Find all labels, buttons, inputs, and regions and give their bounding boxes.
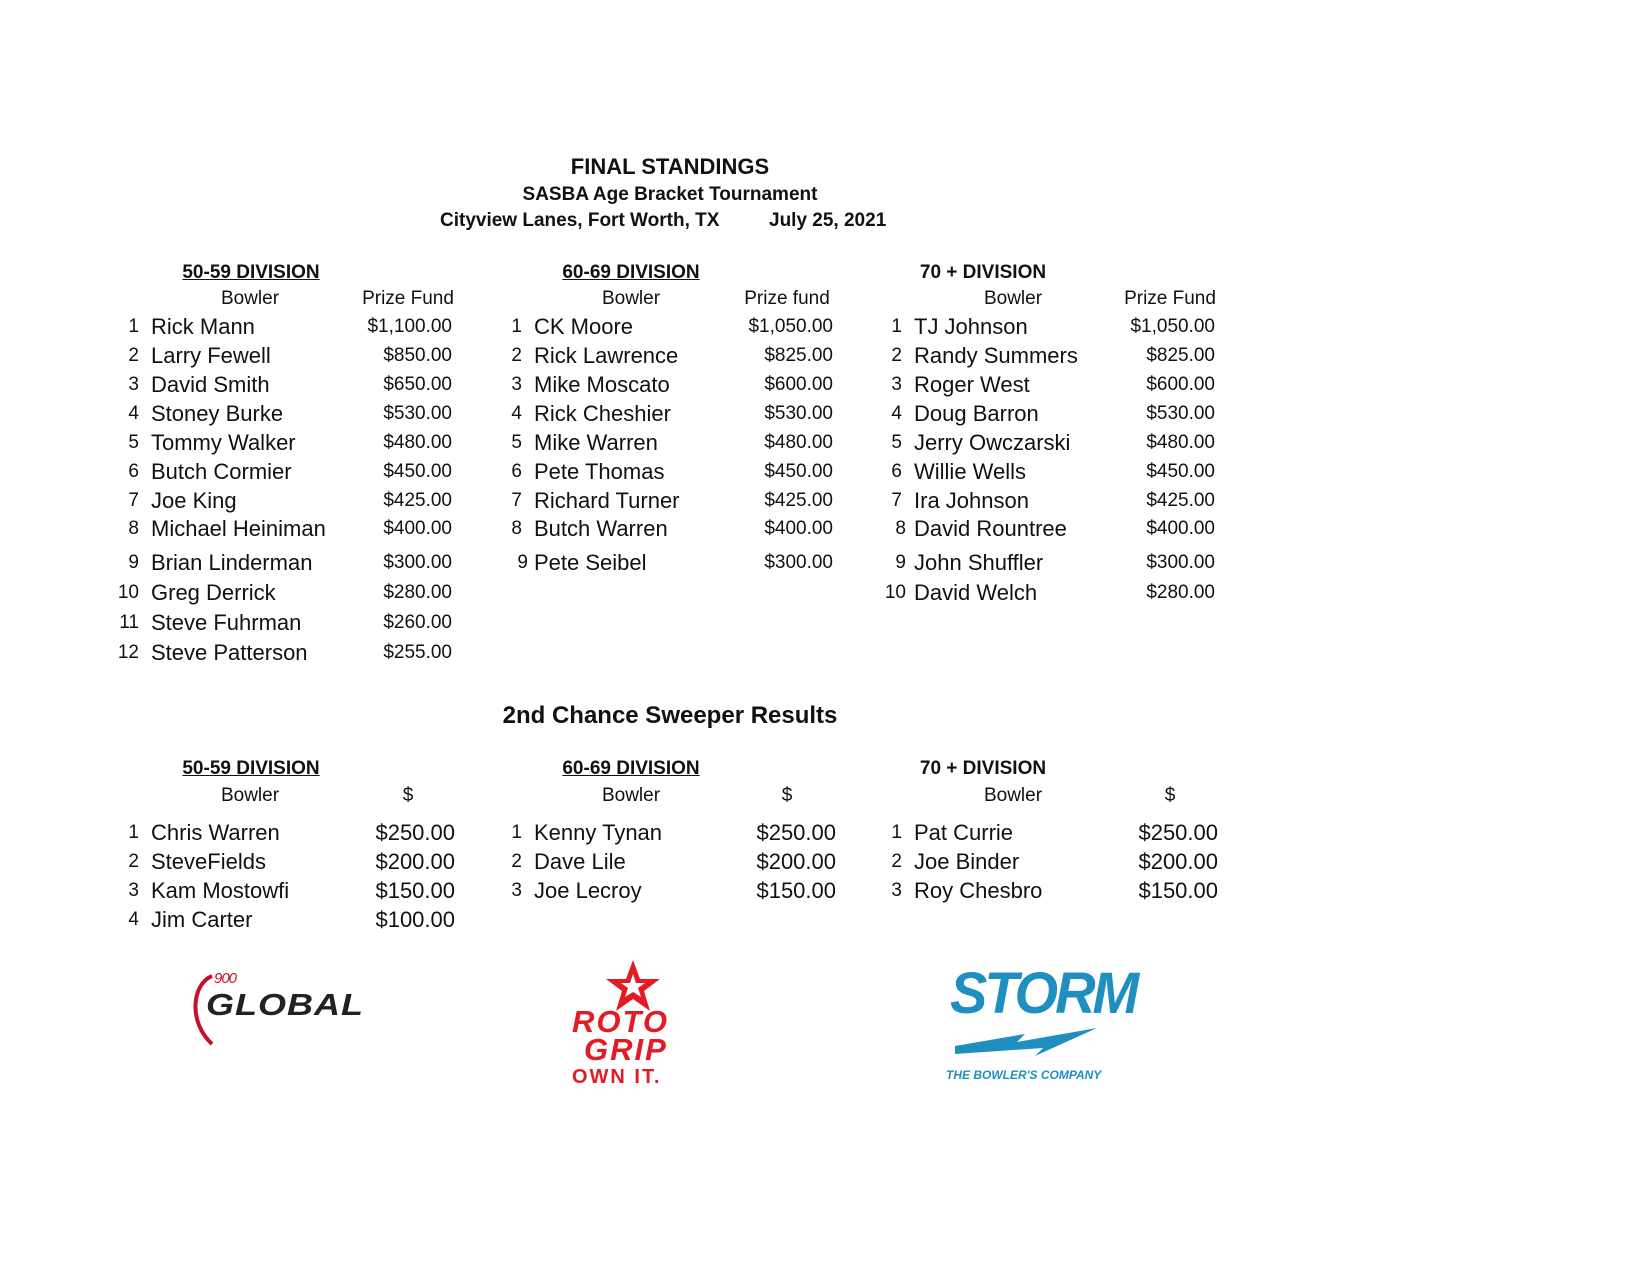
bowler-column-header: Bowler <box>220 288 280 309</box>
roto-grip-line1: ROTO <box>572 1004 669 1039</box>
amount-column-header: $ <box>1164 785 1176 806</box>
amount-column-header: $ <box>402 785 414 806</box>
roto-grip-line2: GRIP <box>584 1032 668 1067</box>
venue: Cityview Lanes, Fort Worth, TX <box>440 210 720 231</box>
storm-tagline: THE BOWLER'S COMPANY <box>946 1068 1102 1082</box>
sweeper-division-title: 60-69 DIVISION <box>562 758 700 779</box>
roto-grip-tagline: OWN IT. <box>572 1066 662 1088</box>
global-logo-900: 900 <box>214 970 237 987</box>
bowler-column-header: Bowler <box>983 288 1043 309</box>
storm-wordmark: STORM <box>950 959 1137 1026</box>
bowler-column-header: Bowler <box>601 785 661 806</box>
page-title: FINAL STANDINGS <box>570 154 770 179</box>
roto-grip-logo <box>560 958 710 1093</box>
lightning-bolt-icon <box>955 1026 1105 1066</box>
bowler-column-header: Bowler <box>220 785 280 806</box>
bowler-column-header: Bowler <box>983 785 1043 806</box>
standings-division-title: 70 + DIVISION <box>919 262 1047 283</box>
prize-column-header: Prize Fund <box>1124 288 1216 309</box>
prize-column-header: Prize fund <box>744 288 830 309</box>
global-logo-wordmark: GLOBAL <box>206 987 364 1022</box>
tournament-name: SASBA Age Bracket Tournament <box>522 184 818 205</box>
prize-column-header: Prize Fund <box>362 288 454 309</box>
sweeper-title: 2nd Chance Sweeper Results <box>502 702 838 729</box>
amount-column-header: $ <box>781 785 793 806</box>
900-global-logo <box>190 970 370 1050</box>
standings-division-title: 60-69 DIVISION <box>562 262 700 283</box>
bowler-column-header: Bowler <box>601 288 661 309</box>
sweeper-division-title: 70 + DIVISION <box>919 758 1047 779</box>
sweeper-division-title: 50-59 DIVISION <box>182 758 320 779</box>
storm-logo <box>940 959 1137 1085</box>
standings-division-title: 50-59 DIVISION <box>182 262 320 283</box>
date: July 25, 2021 <box>769 210 887 231</box>
